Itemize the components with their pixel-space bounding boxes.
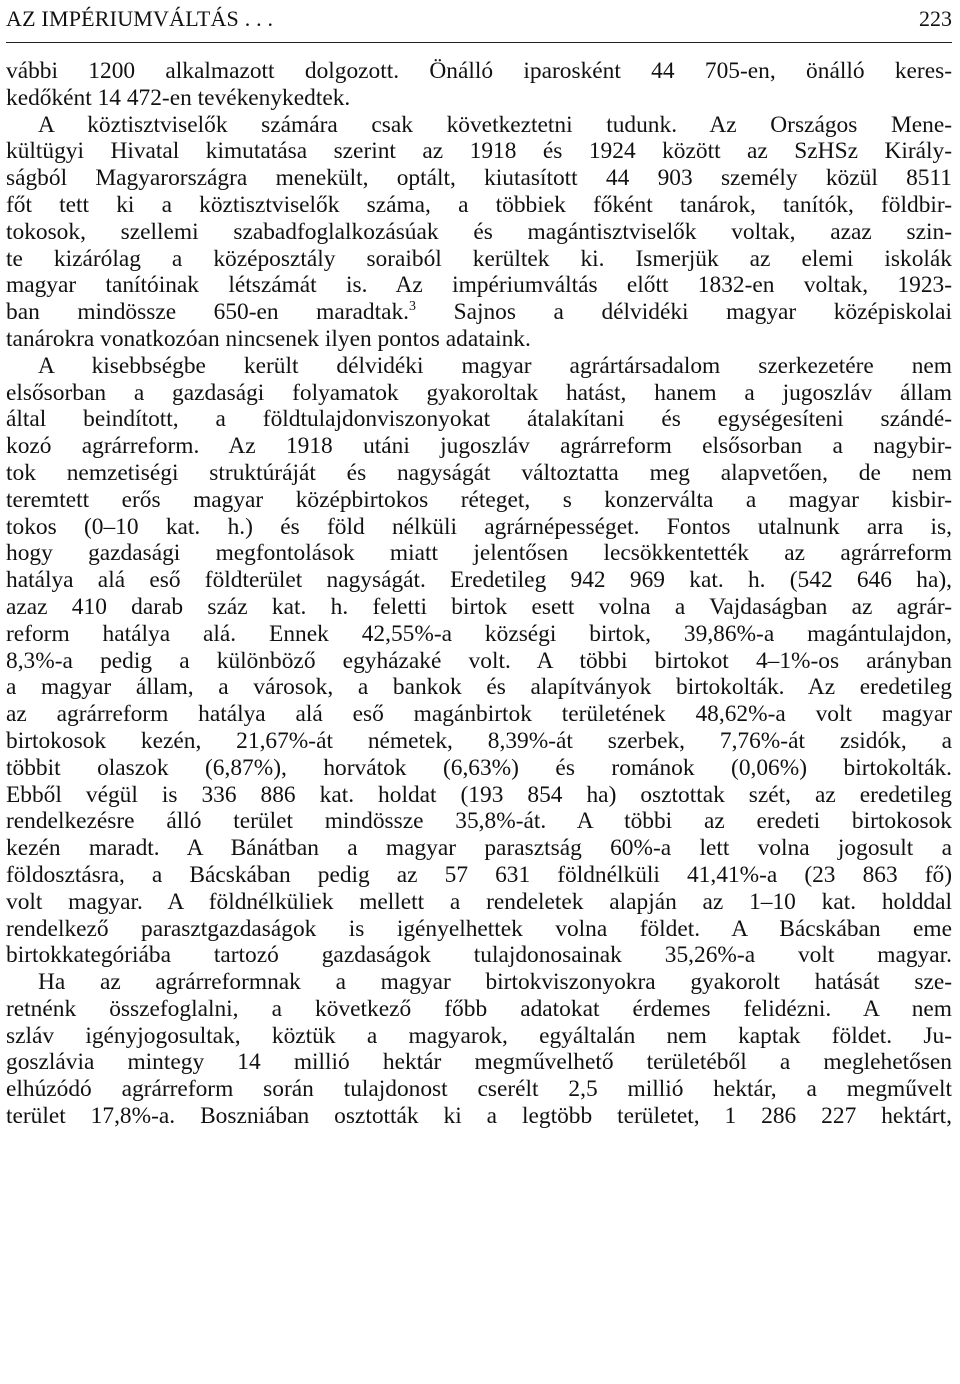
line-text: főt tett ki a köztisztviselők száma, a többiek főként tanárok, tanítók, földbir- bbox=[6, 191, 952, 218]
text-line bbox=[6, 192, 952, 219]
line-text: rendelkezésre álló terület mindössze 35,8%-át. A többi az eredeti birtokosok bbox=[6, 808, 952, 835]
text-line bbox=[6, 942, 952, 969]
text-line bbox=[6, 406, 952, 433]
line-text: tokosok, szellemi szabadfoglalkozásúak és magántisztviselők voltak, azaz szin- bbox=[6, 218, 952, 245]
line-text: reform hatálya alá. Ennek 42,55%-a községi birtok, 39,86%-a magántulajdon, bbox=[6, 620, 952, 647]
text-line bbox=[6, 1049, 952, 1076]
text-line bbox=[6, 433, 952, 460]
line-text: te kizárólag a középosztály soraiból kerültek ki. Ismerjük az elemi iskolák bbox=[6, 245, 952, 272]
text-line bbox=[6, 674, 952, 701]
line-text: kozó agrárreform. Az 1918 utáni jugoszláv agrárreform elsősorban a nagybir- bbox=[6, 433, 952, 460]
line-text: kezén maradt. A Bánátban a magyar parasztság 60%-a lett volna jogosult a bbox=[6, 835, 952, 862]
text-line bbox=[6, 835, 952, 862]
line-text: Ebből végül is 336 886 kat. holdat (193 854 ha) osztottak szét, az eredetileg bbox=[6, 781, 952, 808]
text-line bbox=[6, 916, 952, 943]
text-line bbox=[6, 755, 952, 782]
text-line bbox=[6, 648, 952, 675]
text-line bbox=[6, 85, 952, 112]
text-line bbox=[6, 514, 952, 541]
text-line bbox=[6, 487, 952, 514]
text-line bbox=[6, 112, 952, 139]
text-line bbox=[6, 782, 952, 809]
text-line bbox=[6, 326, 952, 353]
line-text: a magyar állam, a városok, a bankok és alapítványok birtokolták. Az eredetileg bbox=[6, 674, 952, 701]
line-text: Ha az agrárreformnak a magyar birtokviszonyokra gyakorolt hatását sze- bbox=[38, 969, 952, 996]
text-line bbox=[6, 808, 952, 835]
text-line bbox=[6, 701, 952, 728]
line-text: goszlávia mintegy 14 millió hektár megművelhető területéből a meglehetősen bbox=[6, 1049, 952, 1076]
text-line bbox=[6, 996, 952, 1023]
line-text: volt magyar. A földnélküliek mellett a rendeletek alapján az 1–10 kat. holddal bbox=[6, 888, 952, 915]
line-text: A köztisztviselők számára csak következtetni tudunk. Az Országos Mene- bbox=[38, 111, 952, 138]
text-line bbox=[6, 219, 952, 246]
line-text: földosztásra, a Bácskában pedig az 57 631 földnélküli 41,41%-a (23 863 fő) bbox=[6, 861, 952, 888]
line-text: ságból Magyarországra menekült, optált, kiutasított 44 903 személy közül 8511 bbox=[6, 165, 952, 192]
text-line bbox=[6, 165, 952, 192]
line-text: vábbi 1200 alkalmazott dolgozott. Önálló iparosként 44 705-en, önálló keres- bbox=[6, 58, 952, 84]
body-text bbox=[6, 58, 952, 1130]
page-number: 223 bbox=[919, 6, 952, 31]
line-text: szláv igényjogosultak, köztük a magyarok, egyáltalán nem kaptak földet. Ju- bbox=[6, 1022, 952, 1049]
text-line bbox=[6, 380, 952, 407]
text-line bbox=[6, 138, 952, 165]
line-text: birtokosok kezén, 21,67%-át németek, 8,39%-át szerbek, 7,76%-át zsidók, a bbox=[6, 727, 952, 754]
footnote-ref[interactable]: 3 bbox=[409, 299, 417, 315]
text-line bbox=[6, 1076, 952, 1103]
text-line bbox=[6, 272, 952, 299]
line-text: azaz 410 darab száz kat. h. feletti birtok esett volna a Vajdaságban az agrár- bbox=[6, 593, 952, 620]
line-text: kültügyi Hivatal kimutatása szerint az 1918 és 1924 között az SzHSz Király- bbox=[6, 138, 952, 165]
book-page bbox=[6, 0, 952, 1384]
text-line bbox=[6, 299, 952, 326]
line-text: teremtett erős magyar középbirtokos réteget, s konzerválta a magyar kisbir- bbox=[6, 486, 952, 513]
line-text: tanárokra vonatkozóan nincsenek ilyen pontos adataink. bbox=[6, 325, 531, 352]
line-text: által beindított, a földtulajdonviszonyokat átalakítani és egységesíteni szándé- bbox=[6, 406, 952, 433]
text-line bbox=[6, 353, 952, 380]
line-text: retnénk összefoglalni, a következő főbb adatokat érdemes felidézni. A nem bbox=[6, 995, 952, 1022]
line-text: kedőként 14 472-en tevékenykedtek. bbox=[6, 84, 351, 111]
line-text: ban mindössze 650-en maradtak. bbox=[6, 299, 410, 326]
text-line bbox=[6, 728, 952, 755]
text-line bbox=[6, 246, 952, 273]
text-line bbox=[6, 889, 952, 916]
running-head: AZ IMPÉRIUMVÁLTÁS . . . bbox=[6, 6, 274, 31]
text-line bbox=[6, 621, 952, 648]
line-text: tokos (0–10 kat. h.) és föld nélküli agrárnépességet. Fontos utalnunk arra is, bbox=[6, 513, 952, 540]
line-text: tok nemzetiségi struktúráját és nagyságát változtatta meg alapvetően, de nem bbox=[6, 459, 952, 486]
line-text: A kisebbségbe került délvidéki magyar agrártársadalom szerkezetére nem bbox=[38, 352, 952, 379]
line-text: 8,3%-a pedig a különböző egyházaké volt. A többi birtokot 4–1%-os arányban bbox=[6, 647, 952, 674]
text-line bbox=[6, 567, 952, 594]
page-header bbox=[6, 2, 952, 43]
line-text: az agrárreform hatálya alá eső magánbirtok területének 48,62%-a volt magyar bbox=[6, 701, 952, 728]
text-line bbox=[6, 969, 952, 996]
line-text: hogy gazdasági megfontolások miatt jelentősen lecsökkentették az agrárreform bbox=[6, 540, 952, 567]
text-line bbox=[6, 594, 952, 621]
text-line bbox=[6, 862, 952, 889]
line-text: elhúzódó agrárreform során tulajdonost cserélt 2,5 millió hektár, a megművelt bbox=[6, 1076, 952, 1103]
line-text-tail: Sajnos a délvidéki magyar középiskolai bbox=[416, 299, 952, 326]
line-text: birtokkategóriába tartozó gazdaságok tulajdonosainak 35,26%-a volt magyar. bbox=[6, 942, 952, 969]
line-text: rendelkező parasztgazdaságok is igényelhettek volna földet. A Bácskában eme bbox=[6, 915, 952, 942]
line-text: terület 17,8%-a. Boszniában osztották ki a legtöbb területet, 1 286 227 hektárt, bbox=[6, 1103, 952, 1130]
text-line bbox=[6, 1023, 952, 1050]
line-text: többit olaszok (6,87%), horvátok (6,63%) és románok (0,06%) birtokolták. bbox=[6, 754, 952, 781]
line-text: magyar tanítóinak létszámát is. Az impériumváltás előtt 1832-en voltak, 1923- bbox=[6, 272, 952, 299]
text-line bbox=[6, 540, 952, 567]
line-text: hatálya alá eső földterület nagyságát. Eredetileg 942 969 kat. h. (542 646 ha), bbox=[6, 567, 952, 594]
text-line bbox=[6, 1103, 952, 1130]
text-line bbox=[6, 460, 952, 487]
line-text: elsősorban a gazdasági folyamatok gyakoroltak hatást, hanem a jugoszláv állam bbox=[6, 379, 952, 406]
text-line bbox=[6, 58, 952, 85]
